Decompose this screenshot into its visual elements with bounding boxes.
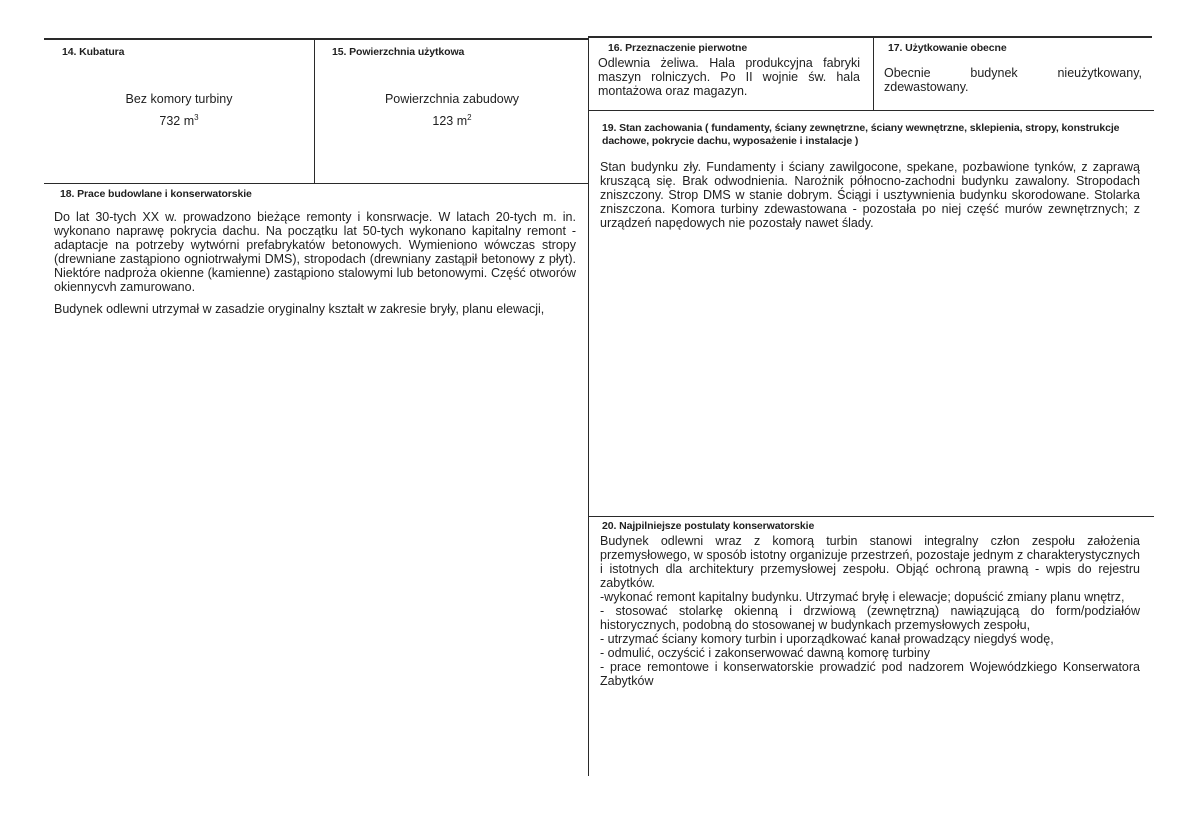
top-rule-right (588, 36, 1152, 38)
field-14-label: Bez komory turbiny (125, 92, 233, 106)
field-19-stan-zachowania (598, 118, 1142, 258)
field-14-kubatura (48, 40, 310, 180)
field-18-paragraph-2: Budynek odlewni utrzymał w zasadzie oryginalny kształt w zakresie bryły, planu elewacji, (54, 302, 545, 316)
rule-above-20 (588, 516, 1154, 517)
field-18-heading: 18. Prace budowlane i konserwatorskie (60, 188, 252, 200)
field-16-heading: 16. Przeznaczenie pierwotne (608, 42, 748, 54)
field-20-intro: Budynek odlewni wraz z komorą turbin stanowi integralny człon zespołu założenia przemysłowego, w sposób istotny organizuje przestrzeń, pozostaje jednym z charakterystycznych i istotnych dla architektury przemysłowej zespołu. Objąć ochroną prawną - wpis do rejestru zabytków. (600, 534, 1140, 590)
field-17-text: Obecnie budynek nieużytkowany, zdewastowany. (884, 66, 1142, 94)
field-15-label: Powierzchnia zabudowy (384, 92, 520, 106)
field-19-heading: 19. Stan zachowania ( fundamenty, ściany zewnętrzne, ściany wewnętrzne, sklepienia, stropy, konstrukcje dachowe, pokrycie dachu, wyposażenie i instalacje ) (602, 122, 1120, 147)
list-item: - odmulić, oczyścić i zakonserwować dawną komorę turbiny (600, 646, 930, 660)
center-divider (588, 38, 589, 776)
field-18-body (54, 210, 576, 316)
field-19-text: Stan budynku zły. Fundamenty i ściany zawilgocone, spekane, pozbawione tynków, z zaprawą kruszącą się. Brak odwodnienia. Narożnik północno-zachodni budynku zawalony. Stropodach zniszczony. Strop DMS w stanie dobrym. Ściągi i usztywnienia budynku skorodowane. Stolarka zniszczona. Komora turbiny zdewastowana - pozostała po niej część murów zewnętrznych; z urządzeń napędowych nie pozostały nawet ślady. (600, 160, 1140, 230)
list-item: - stosować stolarkę okienną i drzwiową (zewnętrzną) nawiązującą do form/podziałów historycznych, podobną do stosowanej w budynkach przemysłowych zespołu, (600, 604, 1140, 632)
field-14-value-row (48, 114, 310, 128)
field-14-unit-exponent: 3 (194, 113, 199, 122)
field-15-powierzchnia (318, 40, 586, 180)
divider-16-17 (873, 38, 874, 110)
field-15-value: 123 m (432, 114, 468, 128)
field-20-heading: 20. Najpilniejsze postulaty konserwatorskie (602, 520, 815, 532)
field-15-unit-exponent: 2 (467, 113, 472, 122)
field-17-uzytkowanie (884, 40, 1142, 108)
field-14-heading: 14. Kubatura (62, 46, 125, 58)
field-16-text: Odlewnia żeliwa. Hala produkcyjna fabryki maszyn rolniczych. Po II wojnie św. hala montażowa oraz magazyn. (598, 56, 860, 98)
divider-14-15 (314, 38, 315, 183)
field-18-paragraph-1: Do lat 30-tych XX w. prowadzono bieżące remonty i konsrwacje. W latach 20-tych m. in. wykonano naprawę pokrycia dachu. Na początku lat 50-tych wykonano kapitalny remont - adaptacje na potrzeby wytwórni prefabrykatów betonowych. Wymieniono wówczas stropy (drewniane zastąpiono ogniotrwałymi DMS), stropodach (drewniany zastąpił betonowy z płyt). Niektóre nadproża okienne (kamienne) zastąpiono stalowymi lub betonowymi. Część otworów okiennycvh zamurowano. (54, 210, 576, 294)
field-17-heading: 17. Użytkowanie obecne (888, 42, 1007, 54)
field-15-heading: 15. Powierzchnia użytkowa (332, 46, 465, 58)
list-item: - utrzymać ściany komory turbin i uporządkować kanał prowadzący niegdyś wodę, (600, 632, 1054, 646)
rule-under-16-17 (588, 110, 1154, 111)
list-item: -wykonać remont kapitalny budynku. Utrzymać bryłę i elewacje; dopuścić zmiany planu wnętrz, (600, 590, 1125, 604)
field-15-value-row (318, 114, 586, 128)
field-20-body (600, 534, 1140, 688)
field-20-postulaty (598, 518, 1142, 768)
field-14-value: 732 m (159, 114, 195, 128)
field-18-prace (50, 186, 576, 366)
list-item: - prace remontowe i konserwatorskie prowadzić pod nadzorem Wojewódzkiego Konserwatora Zabytków (600, 660, 1140, 688)
rule-under-14-15 (44, 183, 588, 184)
field-16-przeznaczenie (598, 40, 860, 108)
